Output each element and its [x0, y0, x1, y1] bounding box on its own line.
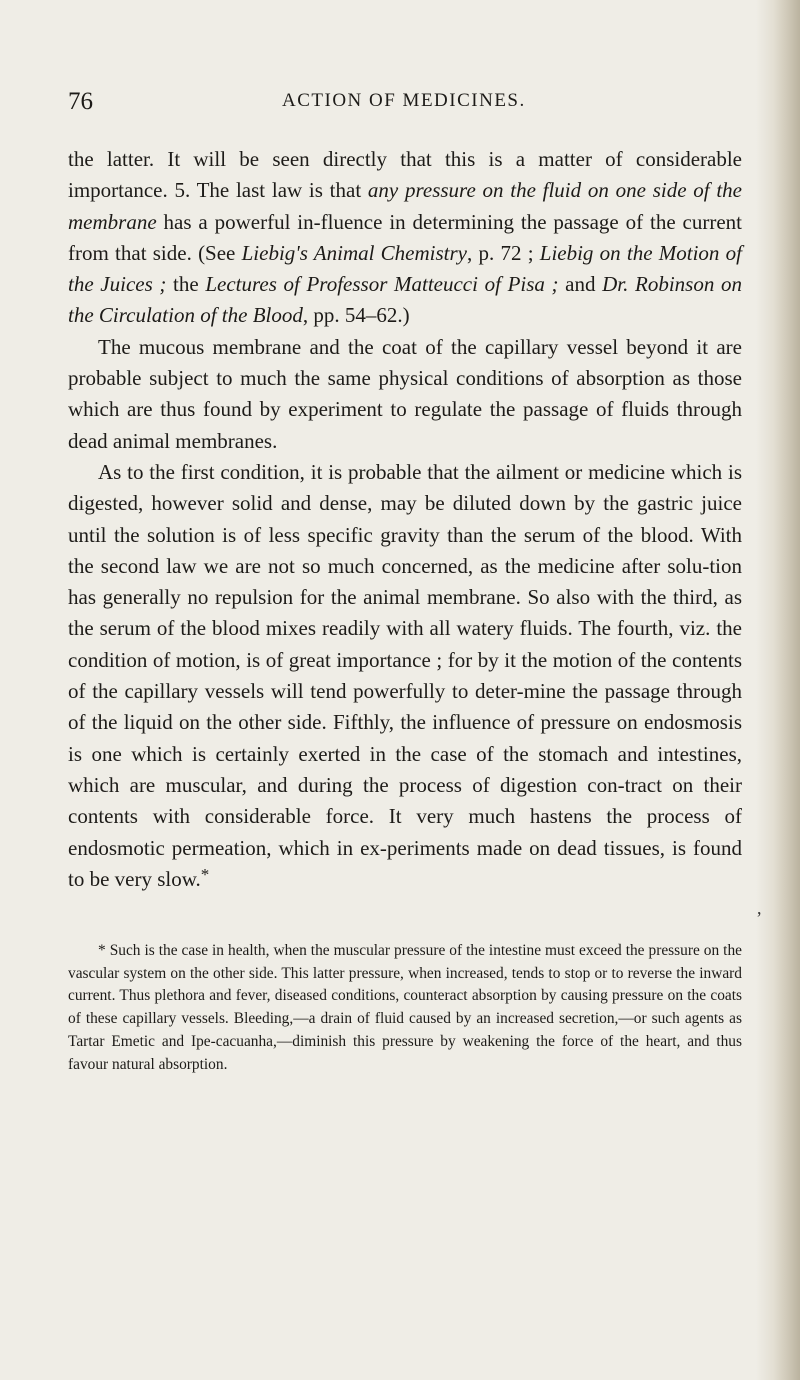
page-edge-shadow [756, 0, 800, 1380]
text-span: and [558, 272, 603, 297]
paragraph-1 [68, 144, 742, 332]
text-span: the [166, 272, 206, 297]
paragraph-2: The mucous membrane and the coat of the capillary vessel beyond it are probable subject to much the same physical conditions of absorption as those which are thus found by experiment to regulate the passage of fluids through dead animal membranes. [68, 334, 742, 453]
italic-span: any pressure on the fluid on one side of the membrane [68, 178, 743, 234]
paragraph-3 [68, 457, 742, 895]
footnote [68, 940, 742, 1076]
text-span: has a powerful in-fluence in determining the passage of the current from that side. (See [68, 209, 742, 265]
text-span: , pp. 54–62.) [302, 303, 410, 328]
text-span: As to the first condition, it is probable that the ailment or medicine which is digested, however solid and dense, may be diluted down by the gastric juice until the solution is of less specific gravity than the serum of the blood. With the second law we are not so much concerned, as the medicine after solu-tion has generally no repulsion for the animal membrane. So also with the third, as the serum of the blood mixes readily with all watery fluids. The fourth, viz. the condition of motion, is of great importance ; for by it the motion of the contents of the capillary vessels will tend powerfully to deter-mine the passage through of the liquid on the other side. Fifthly, the influence of pressure on endosmosis is one which is certainly exerted in the case of the stomach and intestines, which are muscular, and during the process of digestion con-tract on their contents with considerable force. It very much hastens the process of endosmotic permeation, which in ex-periments made on dead tissues, is found to be very slow. [68, 459, 742, 891]
footnote-reference: * [200, 864, 210, 884]
italic-span: Liebig's Animal Chemistry [241, 240, 468, 265]
body-text [68, 144, 742, 895]
italic-span: Lectures of Professor Matteucci of Pisa ; [205, 272, 559, 297]
stray-mark: , [757, 898, 762, 918]
running-head: ACTION OF MEDICINES. [282, 90, 526, 111]
footnote-paragraph [68, 940, 742, 1076]
page-header [68, 88, 720, 118]
footnote-text: Such is the case in health, when the muscular pressure of the intestine must exceed the pressure on the vascular system on the other side. This latter pressure, when increased, tends to stop or to reverse the inward current. Thus plethora and fever, diseased conditions, counteract absorption by causing pressure on the coats of these capillary vessels. Bleeding,—a drain of fluid caused by an increased secretion,—or such agents as Tartar Emetic and Ipe-cacuanha,—diminish this pressure by weakening the force of the heart, and thus favour natural absorption. [68, 942, 742, 1073]
page-number: 76 [68, 88, 93, 115]
text-span: the latter. It will be seen directly that this is a matter of considerable importance. 5. The last law is that [68, 147, 742, 203]
italic-span: Liebig on the Motion of the Juices ; [68, 240, 742, 297]
footnote-mark: * [98, 942, 106, 959]
italic-span: Dr. Robinson on the Circulation of the Blood [68, 272, 742, 328]
text-span: , p. 72 ; [467, 240, 540, 265]
